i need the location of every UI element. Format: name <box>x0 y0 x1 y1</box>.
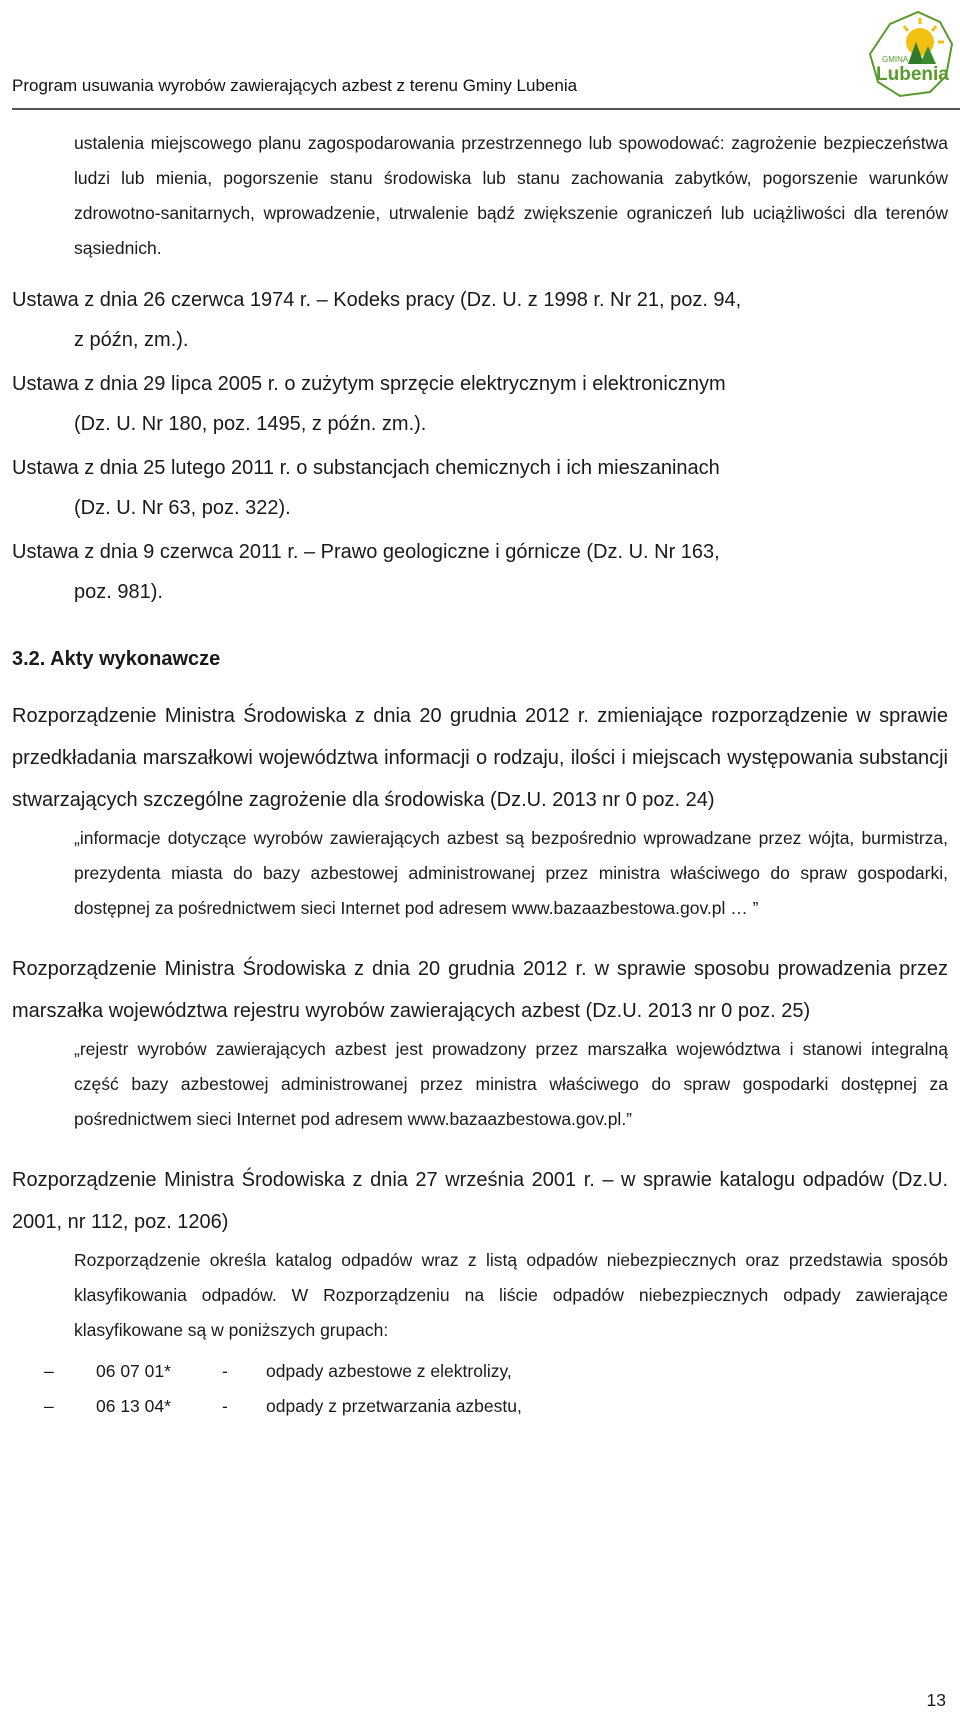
intro-paragraph: ustalenia miejscowego planu zagospodarowania przestrzennego lub spowodować: zagrożenie bezpieczeństwa ludzi lub mienia, pogorszenie stanu środowiska lub stanu zachowania zabytków, pogorszenie warunków zdrowotno-sanitarnych, wprowadzenie, utrwalenie bądź zwiększenie ograniczeń lub uciążliwości dla terenów sąsiednich. <box>74 133 948 258</box>
law-item <box>12 532 948 612</box>
list-separator: - <box>222 1396 228 1416</box>
law-item <box>12 364 948 444</box>
regulation-quote: „informacje dotyczące wyrobów zawierających azbest są bezpośrednio wprowadzane przez wójta, burmistrza, prezydenta miasta do bazy azbestowej administrowanej przez ministra właściwego do spraw gospodarki, dostępnej za pośrednictwem sieci Internet pod adresem www.bazaazbestowa.gov.pl … ” <box>74 828 948 918</box>
section-heading: 3.2. Akty wykonawcze <box>12 648 221 670</box>
law-line-cont: poz. 981). <box>74 581 163 603</box>
document-body <box>12 126 948 1424</box>
law-line-cont: (Dz. U. Nr 180, poz. 1495, z późn. zm.). <box>74 413 427 435</box>
page-header <box>12 0 960 112</box>
regulation-text: Rozporządzenie Ministra Środowiska z dnia 20 grudnia 2012 r. zmieniające rozporządzenie w sprawie przedkładania marszałkowi województwa informacji o rodzaju, ilości i miejscach występowania substancji stwarzających szczególne zagrożenie dla środowiska (Dz.U. 2013 nr 0 poz. 24) <box>12 705 948 811</box>
regulation-text: Rozporządzenie Ministra Środowiska z dnia 20 grudnia 2012 r. w sprawie sposobu prowadzenia przez marszałka województwa rejestru wyrobów zawierających azbest (Dz.U. 2013 nr 0 poz. 25) <box>12 958 948 1022</box>
list-separator: - <box>222 1361 228 1381</box>
document-title: Program usuwania wyrobów zawierających azbest z terenu Gminy Lubenia <box>12 76 578 95</box>
page-number: 13 <box>926 1690 946 1710</box>
header-divider <box>12 108 960 110</box>
waste-code: 06 13 04* <box>96 1396 171 1416</box>
law-line-cont: (Dz. U. Nr 63, poz. 322). <box>74 497 291 519</box>
law-line-cont: z późn, zm.). <box>74 329 189 351</box>
law-line: Ustawa z dnia 29 lipca 2005 r. o zużytym sprzęcie elektrycznym i elektronicznym <box>12 373 726 395</box>
waste-code: 06 07 01* <box>96 1361 171 1381</box>
list-item <box>44 1354 948 1389</box>
waste-description: odpady z przetwarzania azbestu, <box>266 1396 522 1416</box>
law-item <box>12 448 948 528</box>
law-line: Ustawa z dnia 26 czerwca 1974 r. – Kodeks pracy (Dz. U. z 1998 r. Nr 21, poz. 94, <box>12 289 742 311</box>
regulation-description: Rozporządzenie określa katalog odpadów wraz z listą odpadów niebezpiecznych oraz przedstawia sposób klasyfikowania odpadów. W Rozporządzeniu na liście odpadów niebezpiecznych odpady zawierające klasyfikowane są w poniższych grupach: <box>74 1250 948 1340</box>
law-item <box>12 280 948 360</box>
logo-name-text: Lubenia <box>876 64 949 85</box>
waste-description: odpady azbestowe z elektrolizy, <box>266 1361 512 1381</box>
waste-code-list <box>44 1354 948 1424</box>
gmina-lubenia-logo <box>860 4 960 104</box>
law-line: Ustawa z dnia 25 lutego 2011 r. o substancjach chemicznych i ich mieszaninach <box>12 457 720 479</box>
regulation-quote: „rejestr wyrobów zawierających azbest jest prowadzony przez marszałka województwa i stanowi integralną część bazy azbestowej administrowanej przez ministra właściwego do spraw gospodarki dostępnej za pośrednictwem sieci Internet pod adresem www.bazaazbestowa.gov.pl.” <box>74 1039 948 1129</box>
regulation-text: Rozporządzenie Ministra Środowiska z dnia 27 września 2001 r. – w sprawie katalogu odpadów (Dz.U. 2001, nr 112, poz. 1206) <box>12 1169 948 1233</box>
law-line: Ustawa z dnia 9 czerwca 2011 r. – Prawo geologiczne i górnicze (Dz. U. Nr 163, <box>12 541 720 563</box>
logo-small-text: GMINA <box>882 55 909 64</box>
list-item <box>44 1389 948 1424</box>
list-dash: – <box>44 1361 54 1381</box>
list-dash: – <box>44 1396 54 1416</box>
